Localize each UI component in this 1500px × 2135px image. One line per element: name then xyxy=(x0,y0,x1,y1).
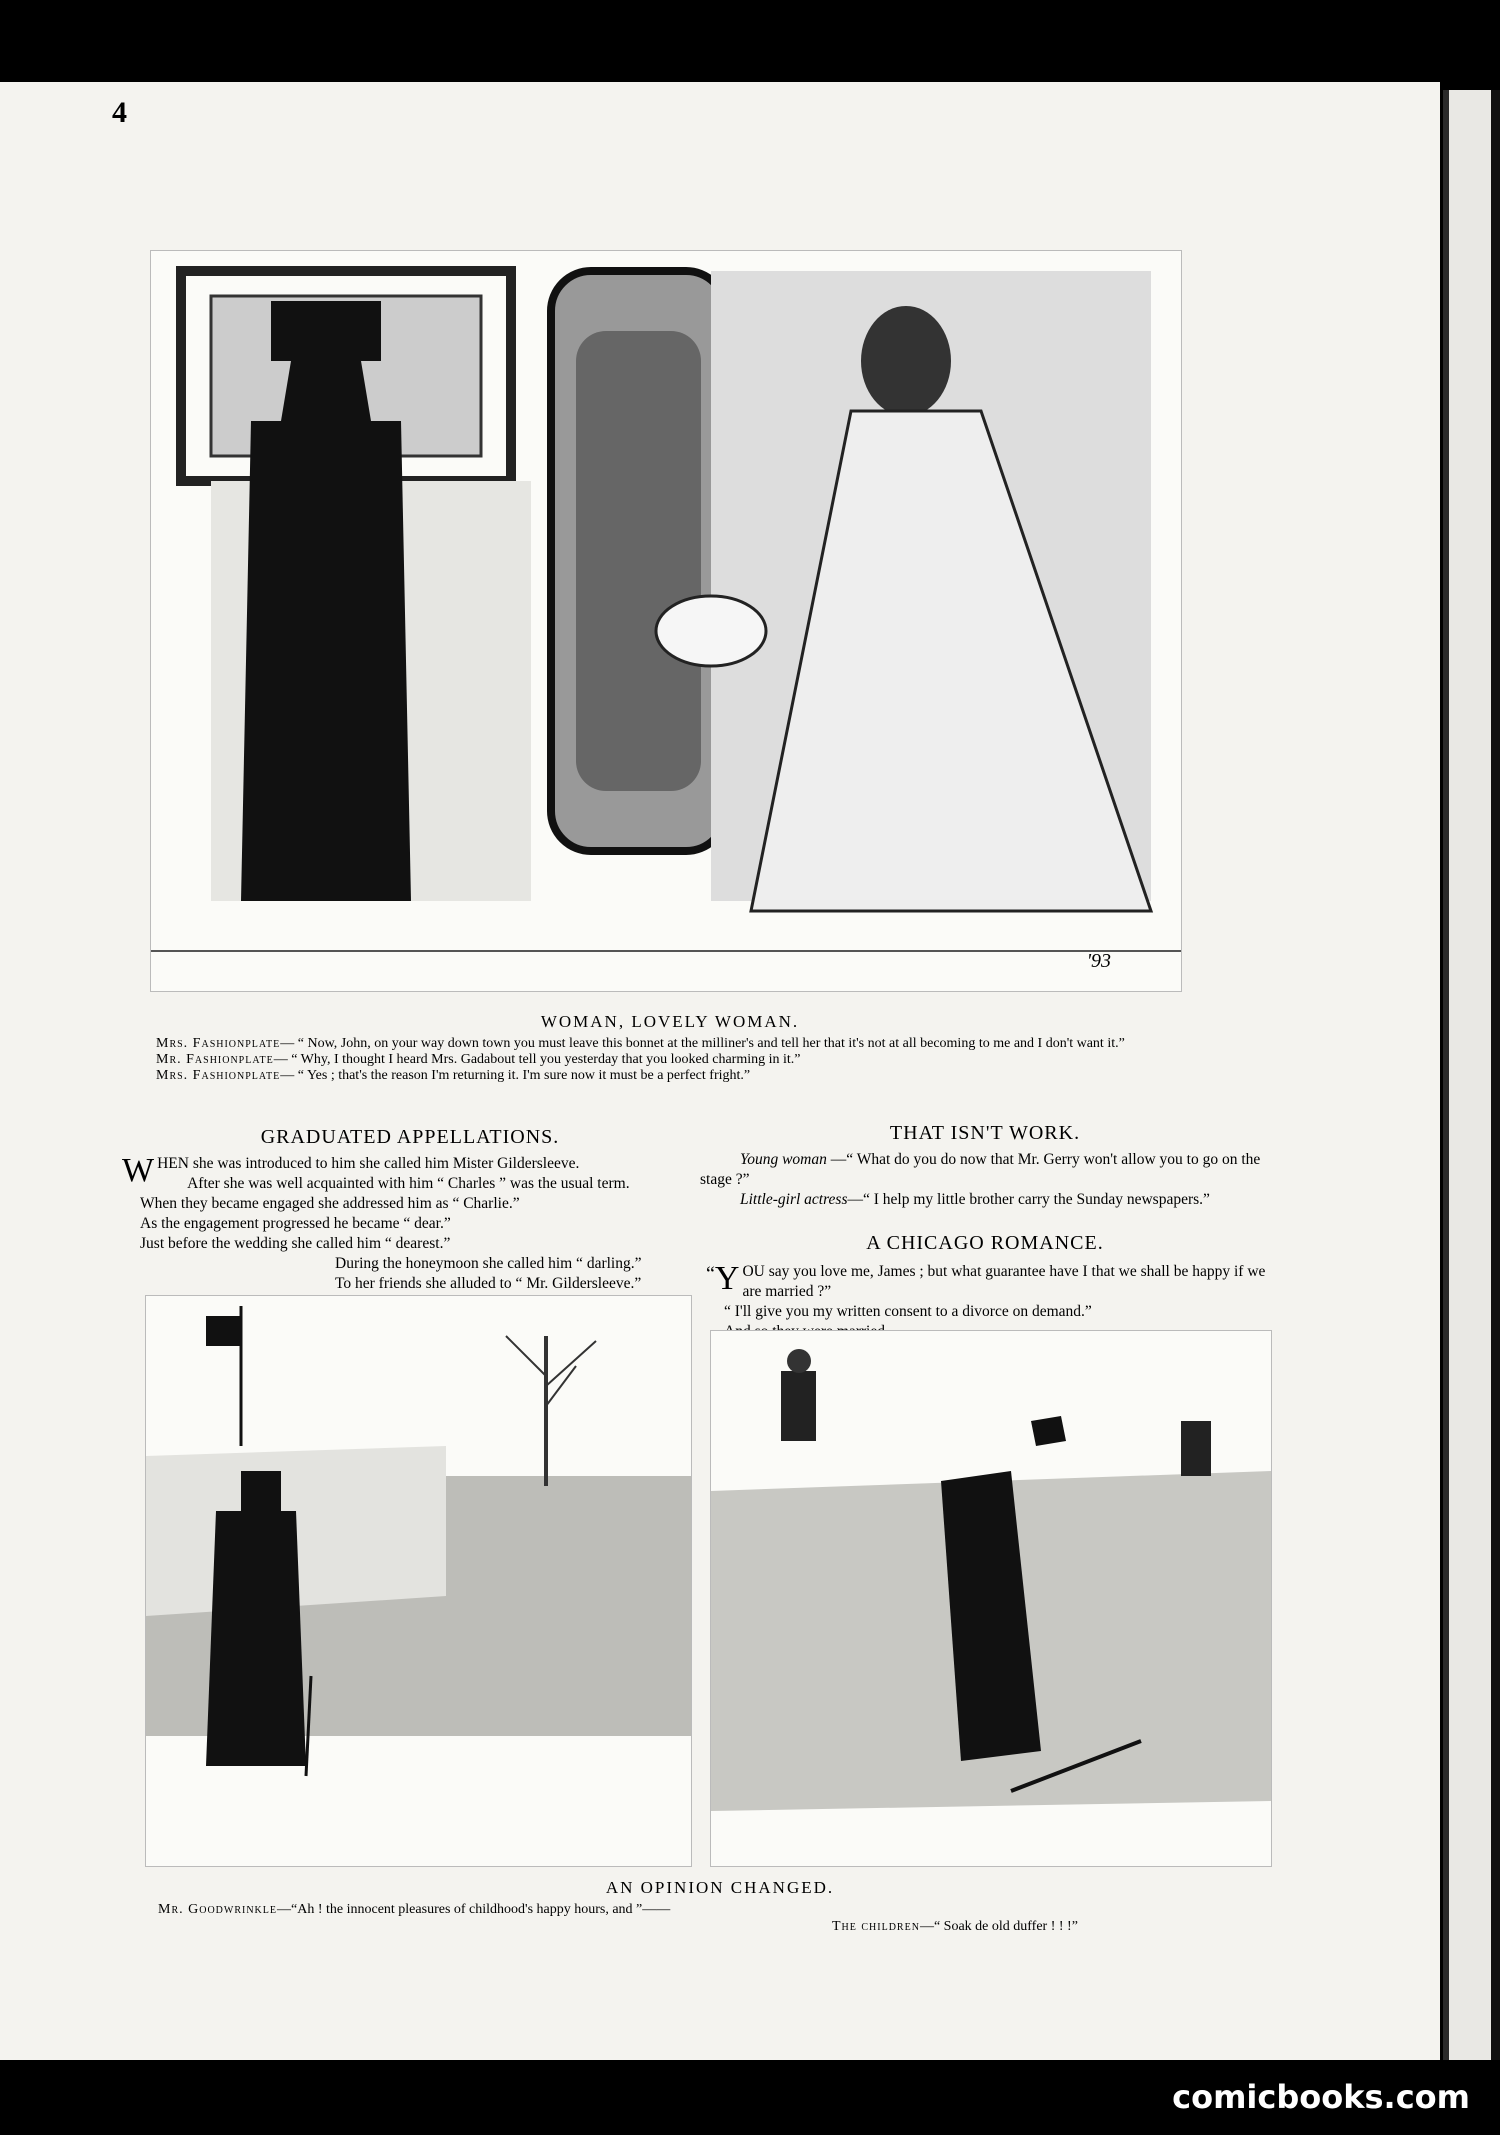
snowy-field-old-man-drawing xyxy=(146,1296,691,1866)
speaker-1: Mrs. Fashionplate xyxy=(156,1036,281,1051)
bottom-right-speaker: The children xyxy=(832,1919,920,1934)
graduated-p5: During the honeymoon she called him “ darling.” xyxy=(335,1255,642,1272)
line-1-text: — “ Now, John, on your way down town you must leave this bonnet at the milliner's and tell her that it's not at all becoming to me and I don't want it.” xyxy=(280,1036,1125,1051)
dialog-line-1 xyxy=(120,1036,1270,1052)
bottom-right-line xyxy=(832,1919,1262,1935)
chicago-dropcap: Y xyxy=(714,1260,740,1297)
bottom-left-text: —“Ah ! the innocent pleasures of childhood's happy hours, and ”—— xyxy=(277,1902,671,1917)
chicago-first-paragraph xyxy=(706,1262,1268,1302)
graduated-p3: As the engagement progressed he became “ dear.” xyxy=(140,1215,451,1232)
dialog-line-3 xyxy=(120,1068,1270,1084)
snowball-children-drawing xyxy=(711,1331,1271,1866)
bottom-left-illustration xyxy=(145,1295,692,1867)
graduated-p4: Just before the wedding she called him “ dearest.” xyxy=(140,1235,451,1252)
work-speaker-1: Young woman xyxy=(740,1151,827,1168)
chicago-p1: “ I'll give you my written consent to a divorce on demand.” xyxy=(724,1303,1092,1320)
work-article xyxy=(700,1150,1268,1210)
speaker-3: Mrs. Fashionplate xyxy=(156,1068,281,1083)
graduated-p2: When they became engaged she addressed him as “ Charlie.” xyxy=(140,1195,520,1212)
chicago-quote-mark: “ xyxy=(706,1263,715,1285)
work-line-1 xyxy=(700,1150,1268,1190)
artist-signature: '93 xyxy=(1086,950,1111,972)
graduated-first-text: HEN she was introduced to him she called him Mister Gildersleeve. xyxy=(157,1155,580,1172)
work-line-2-text: —“ I help my little brother carry the Sunday newspapers.” xyxy=(847,1191,1210,1208)
graduated-p6: To her friends she alluded to “ Mr. Gildersleeve.” xyxy=(335,1275,642,1292)
graduated-p1: After she was well acquainted with him “ Charles ” was the usual term. xyxy=(187,1175,630,1192)
bottom-right-text: —“ Soak de old duffer ! ! !” xyxy=(919,1919,1078,1934)
line-2-text: — “ Why, I thought I heard Mrs. Gadabout tell you yesterday that you looked charming in it.” xyxy=(273,1052,801,1067)
graduated-title: GRADUATED APPELLATIONS. xyxy=(260,1126,560,1148)
chicago-title: A CHICAGO ROMANCE. xyxy=(866,1232,1104,1254)
top-cartoon-dialog xyxy=(120,1036,1270,1084)
parlor-scene-drawing xyxy=(151,251,1181,991)
work-line-1-text: —“ What do you do now that Mr. Gerry won't allow you to go on the stage ?” xyxy=(700,1151,1261,1188)
page-number: 4 xyxy=(112,96,127,129)
line-3-text: — “ Yes ; that's the reason I'm returning it. I'm sure now it must be a perfect fright.” xyxy=(280,1068,751,1083)
bottom-cartoon-title: AN OPINION CHANGED. xyxy=(605,1878,835,1897)
work-speaker-2: Little-girl actress xyxy=(740,1191,848,1208)
chicago-first-text: OU say you love me, James ; but what guarantee have I that we shall be happy if we are married ?” xyxy=(742,1263,1266,1300)
bottom-left-line xyxy=(122,1902,692,1918)
next-page-edge xyxy=(1443,90,1500,2060)
top-illustration xyxy=(150,250,1182,992)
dialog-line-2 xyxy=(120,1052,1270,1068)
bottom-left-dialog xyxy=(122,1902,692,1918)
work-line-2 xyxy=(700,1190,1268,1210)
bottom-left-speaker: Mr. Goodwrinkle xyxy=(158,1902,277,1917)
speaker-2: Mr. Fashionplate xyxy=(156,1052,274,1067)
work-title: THAT ISN'T WORK. xyxy=(889,1122,1081,1144)
graduated-dropcap: W xyxy=(122,1152,155,1189)
bottom-right-dialog xyxy=(832,1919,1262,1935)
site-watermark: comicbooks.com xyxy=(1172,2078,1470,2116)
top-cartoon-title: WOMAN, LOVELY WOMAN. xyxy=(540,1012,800,1031)
bottom-right-illustration xyxy=(710,1330,1272,1867)
